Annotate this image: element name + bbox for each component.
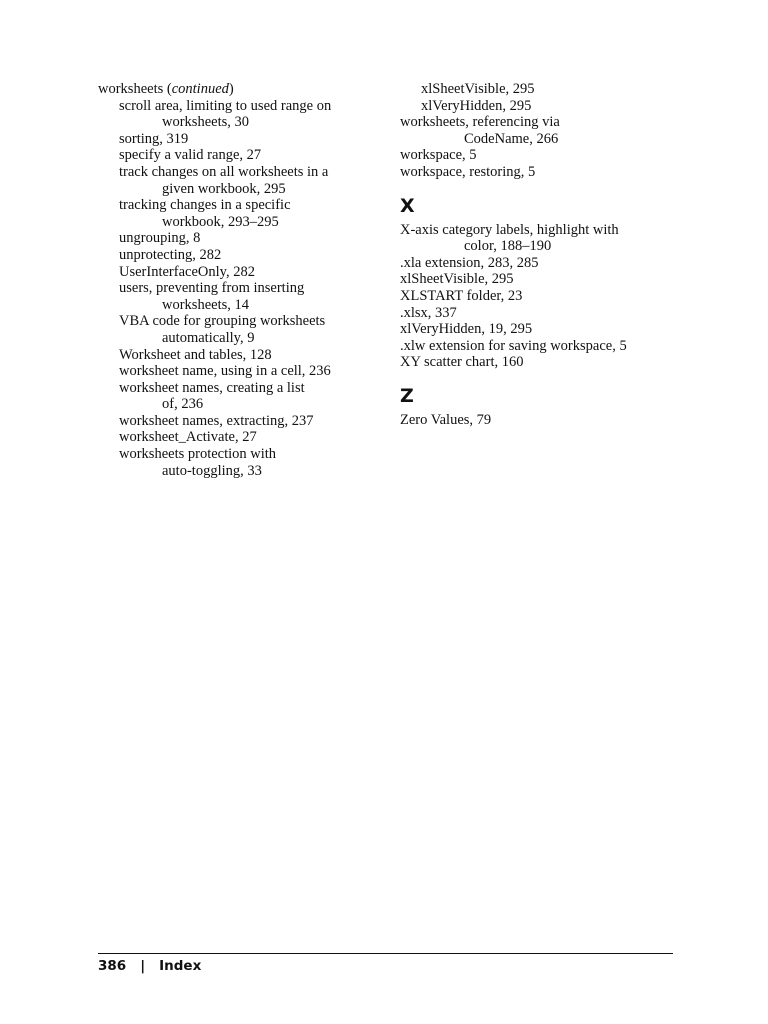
index-entry — [400, 222, 685, 239]
index-entry-text: xlVeryHidden, 19, 295 — [400, 321, 533, 338]
index-entry-text: users, preventing from inserting — [119, 280, 305, 297]
index-entry-text: workspace, restoring, 5 — [400, 163, 536, 180]
index-entry-text: workbook, 293–295 — [162, 213, 279, 230]
index-entry — [98, 131, 383, 148]
index-entry — [400, 288, 685, 305]
index-entry-text: given workbook, 295 — [162, 180, 286, 197]
index-entry-text: workspace, 5 — [400, 147, 477, 164]
index-entry-text: xlVeryHidden, 295 — [421, 97, 532, 114]
index-entry — [400, 131, 685, 148]
index-entry-text: specify a valid range, 27 — [119, 147, 262, 164]
index-entry — [98, 197, 383, 214]
index-entry-text: worksheet names, extracting, 237 — [119, 412, 314, 429]
index-entry-text: worksheet_Activate, 27 — [119, 429, 257, 446]
index-entry — [98, 413, 383, 430]
index-entry-text: X-axis category labels, highlight with — [400, 221, 619, 238]
index-entry-text: .xlsx, 337 — [400, 304, 457, 321]
index-entry — [98, 380, 383, 397]
index-entry — [98, 330, 383, 347]
index-entry-text: track changes on all worksheets in a — [119, 163, 329, 180]
index-entry-text: worksheets ( — [98, 81, 172, 97]
index-entry-text: worksheets, 30 — [162, 114, 249, 131]
index-entry-text: .xlw extension for saving workspace, 5 — [400, 337, 627, 354]
index-entry — [98, 98, 383, 115]
index-entry — [400, 114, 685, 131]
index-entry-text: XLSTART folder, 23 — [400, 287, 523, 304]
index-entry-italic: continued — [171, 81, 229, 97]
index-entry — [98, 114, 383, 131]
index-entry-text: unprotecting, 282 — [119, 246, 222, 263]
index-entry-text: Zero Values, 79 — [400, 411, 492, 428]
index-entry-text: worksheets protection with — [119, 446, 277, 463]
index-entry — [98, 164, 383, 181]
section-z-entries — [400, 412, 685, 429]
index-entry — [400, 164, 685, 181]
index-entry-text: color, 188–190 — [464, 238, 552, 255]
index-entry — [98, 446, 383, 463]
index-entry-text: XY scatter chart, 160 — [400, 354, 524, 371]
page-number: 386 — [98, 958, 127, 974]
index-entry-text: worksheet names, creating a list — [119, 379, 305, 396]
index-entry — [400, 255, 685, 272]
index-entry-text: UserInterfaceOnly, 282 — [119, 263, 255, 280]
index-entry — [400, 412, 685, 429]
index-entry-text: VBA code for grouping worksheets — [119, 313, 326, 330]
index-entry-text: xlSheetVisible, 295 — [421, 81, 535, 97]
index-entry-suffix: ) — [228, 81, 234, 97]
index-entry-text: Worksheet and tables, 128 — [119, 346, 272, 363]
index-entry-text: .xla extension, 283, 285 — [400, 254, 539, 271]
footer-text — [98, 958, 673, 974]
section-heading-x: X — [400, 194, 415, 217]
index-entry-text: sorting, 319 — [119, 130, 189, 147]
footer-section-title: Index — [159, 958, 202, 974]
index-entry — [98, 297, 383, 314]
index-entry — [98, 396, 383, 413]
index-column-left — [98, 81, 383, 479]
index-entry — [400, 305, 685, 322]
index-entry-text: CodeName, 266 — [464, 130, 559, 147]
index-column-right — [400, 81, 685, 429]
index-entry — [98, 230, 383, 247]
footer-rule — [98, 953, 673, 954]
index-entry — [400, 238, 685, 255]
index-entry-text: automatically, 9 — [162, 329, 255, 346]
section-x-entries — [400, 222, 685, 371]
index-entry-text: worksheet name, using in a cell, 236 — [119, 363, 331, 380]
index-entry-text: ungrouping, 8 — [119, 230, 201, 247]
index-entry-text: worksheets, referencing via — [400, 114, 560, 131]
index-entry — [98, 429, 383, 446]
index-entry — [98, 81, 383, 98]
index-entry-text: worksheets, 14 — [162, 296, 249, 313]
index-entry — [400, 354, 685, 371]
index-entry — [400, 321, 685, 338]
index-entry — [98, 363, 383, 380]
index-entry-text: auto-toggling, 33 — [162, 462, 262, 479]
index-entry — [98, 214, 383, 231]
section-heading-z: Z — [400, 384, 414, 407]
index-entry — [98, 181, 383, 198]
index-entry — [98, 280, 383, 297]
index-entry — [98, 347, 383, 364]
index-entry — [98, 247, 383, 264]
index-entry-text: of, 236 — [162, 396, 204, 413]
index-entry — [400, 81, 685, 98]
index-entry — [98, 264, 383, 281]
index-entry — [98, 463, 383, 480]
index-entry — [400, 147, 685, 164]
index-entry-text: xlSheetVisible, 295 — [400, 271, 514, 288]
continued-entries — [400, 81, 685, 181]
index-entry — [400, 98, 685, 115]
index-entry — [400, 271, 685, 288]
index-entry — [98, 313, 383, 330]
index-entry — [98, 147, 383, 164]
index-entry — [400, 338, 685, 355]
footer-separator: | — [140, 958, 146, 974]
index-entry-text: scroll area, limiting to used range on — [119, 97, 332, 114]
page-footer — [98, 953, 673, 974]
index-entry-text: tracking changes in a specific — [119, 197, 291, 214]
